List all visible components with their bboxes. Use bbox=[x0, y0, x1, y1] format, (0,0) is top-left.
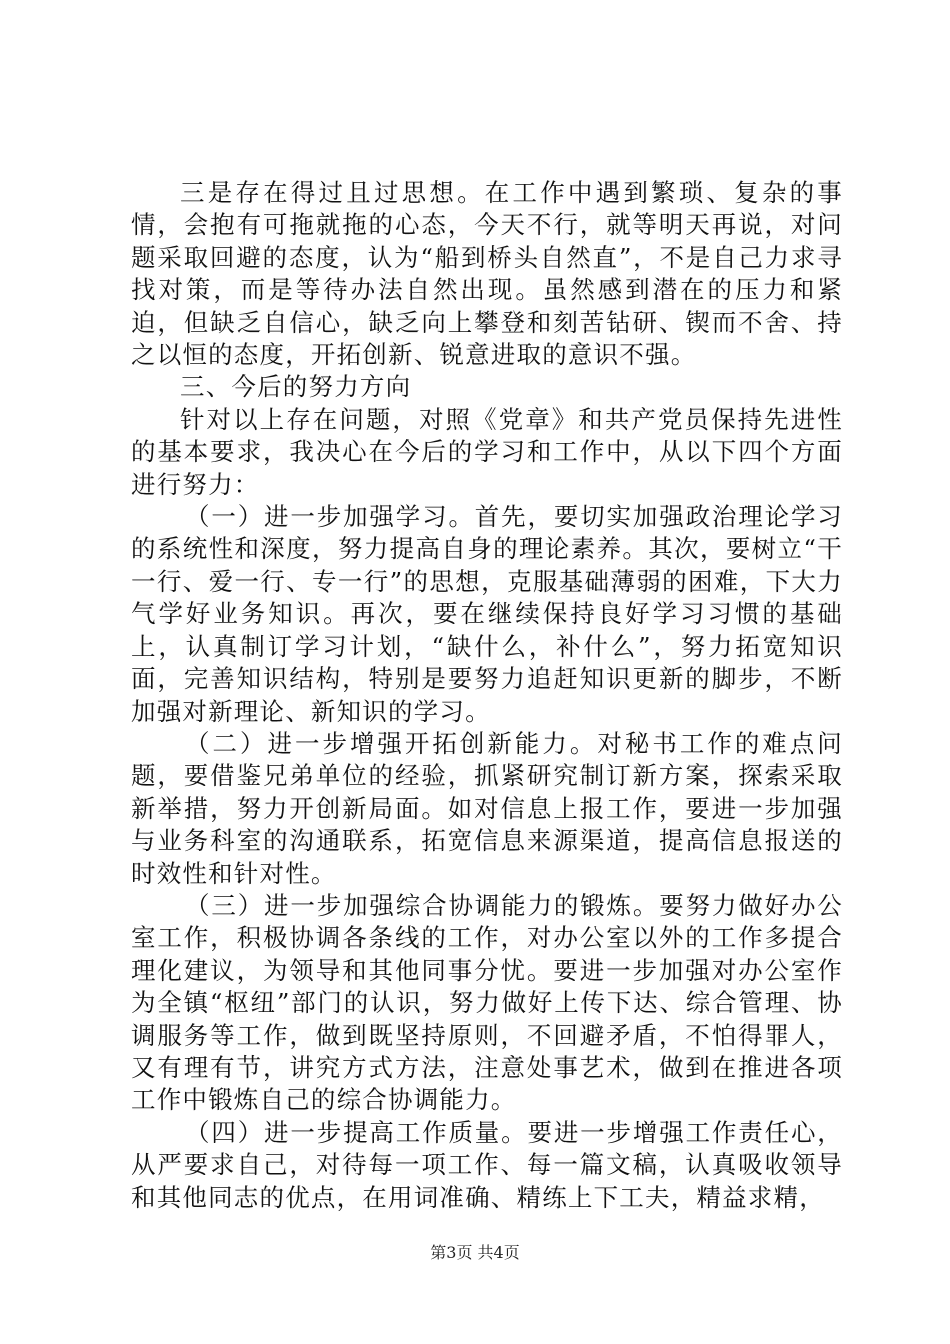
paragraph-item-4-quality: （四）进一步提高工作质量。要进一步增强工作责任心，从严要求自己，对待每一项工作、每一篇文稿，认真吸收领导和其他同志的优点，在用词准确、精练上下工夫，精益求精， bbox=[131, 1117, 843, 1212]
page-number-footer: 第3页 共4页 bbox=[430, 1243, 520, 1262]
paragraph-third-problem: 三是存在得过且过思想。在工作中遇到繁琐、复杂的事情，会抱有可拖就拖的心态，今天不行，就等明天再说，对问题采取回避的态度，认为“船到桥头自然直”，不是自己力求寻找对策，而是等待办法自然出现。虽然感到潜在的压力和紧迫，但缺乏自信心，缺乏向上攀登和刻苦钻研、锲而不舍、持之以恒的态度，开拓创新、锐意进取的意识不强。 bbox=[131, 178, 843, 370]
paragraph-intro-four-aspects: 针对以上存在问题，对照《党章》和共产党员保持先进性的基本要求，我决心在今后的学习和工作中，从以下四个方面进行努力： bbox=[131, 404, 843, 499]
paragraph-item-2-innovation: （二）进一步增强开拓创新能力。对秘书工作的难点问题，要借鉴兄弟单位的经验，抓紧研究制订新方案，探索采取新举措，努力开创新局面。如对信息上报工作，要进一步加强与业务科室的沟通联系，拓宽信息来源渠道，提高信息报送的时效性和针对性。 bbox=[131, 728, 843, 888]
paragraph-item-3-coordination: （三）进一步加强综合协调能力的锻炼。要努力做好办公室工作，积极协调各条线的工作，对办公室以外的工作多提合理化建议，为领导和其他同事分忧。要进一步加强对办公室作为全镇“枢纽”部门的认识，努力做好上传下达、综合管理、协调服务等工作，做到既坚持原则，不回避矛盾，不怕得罪人，又有理有节，讲究方式方法，注意处事艺术，做到在推进各项工作中锻炼自己的综合协调能力。 bbox=[131, 890, 843, 1115]
document-body bbox=[131, 177, 843, 1214]
paragraph-item-1-study: （一）进一步加强学习。首先，要切实加强政治理论学习的系统性和深度，努力提高自身的理论素养。其次，要树立“干一行、爱一行、专一行”的思想，克服基础薄弱的困难，下大力气学好业务知识。再次，要在继续保持良好学习习惯的基础上，认真制订学习计划，“缺什么，补什么”，努力拓宽知识面，完善知识结构，特别是要努力追赶知识更新的脚步，不断加强对新理论、新知识的学习。 bbox=[131, 502, 843, 726]
section-heading-future-direction: 三、今后的努力方向 bbox=[180, 372, 412, 402]
